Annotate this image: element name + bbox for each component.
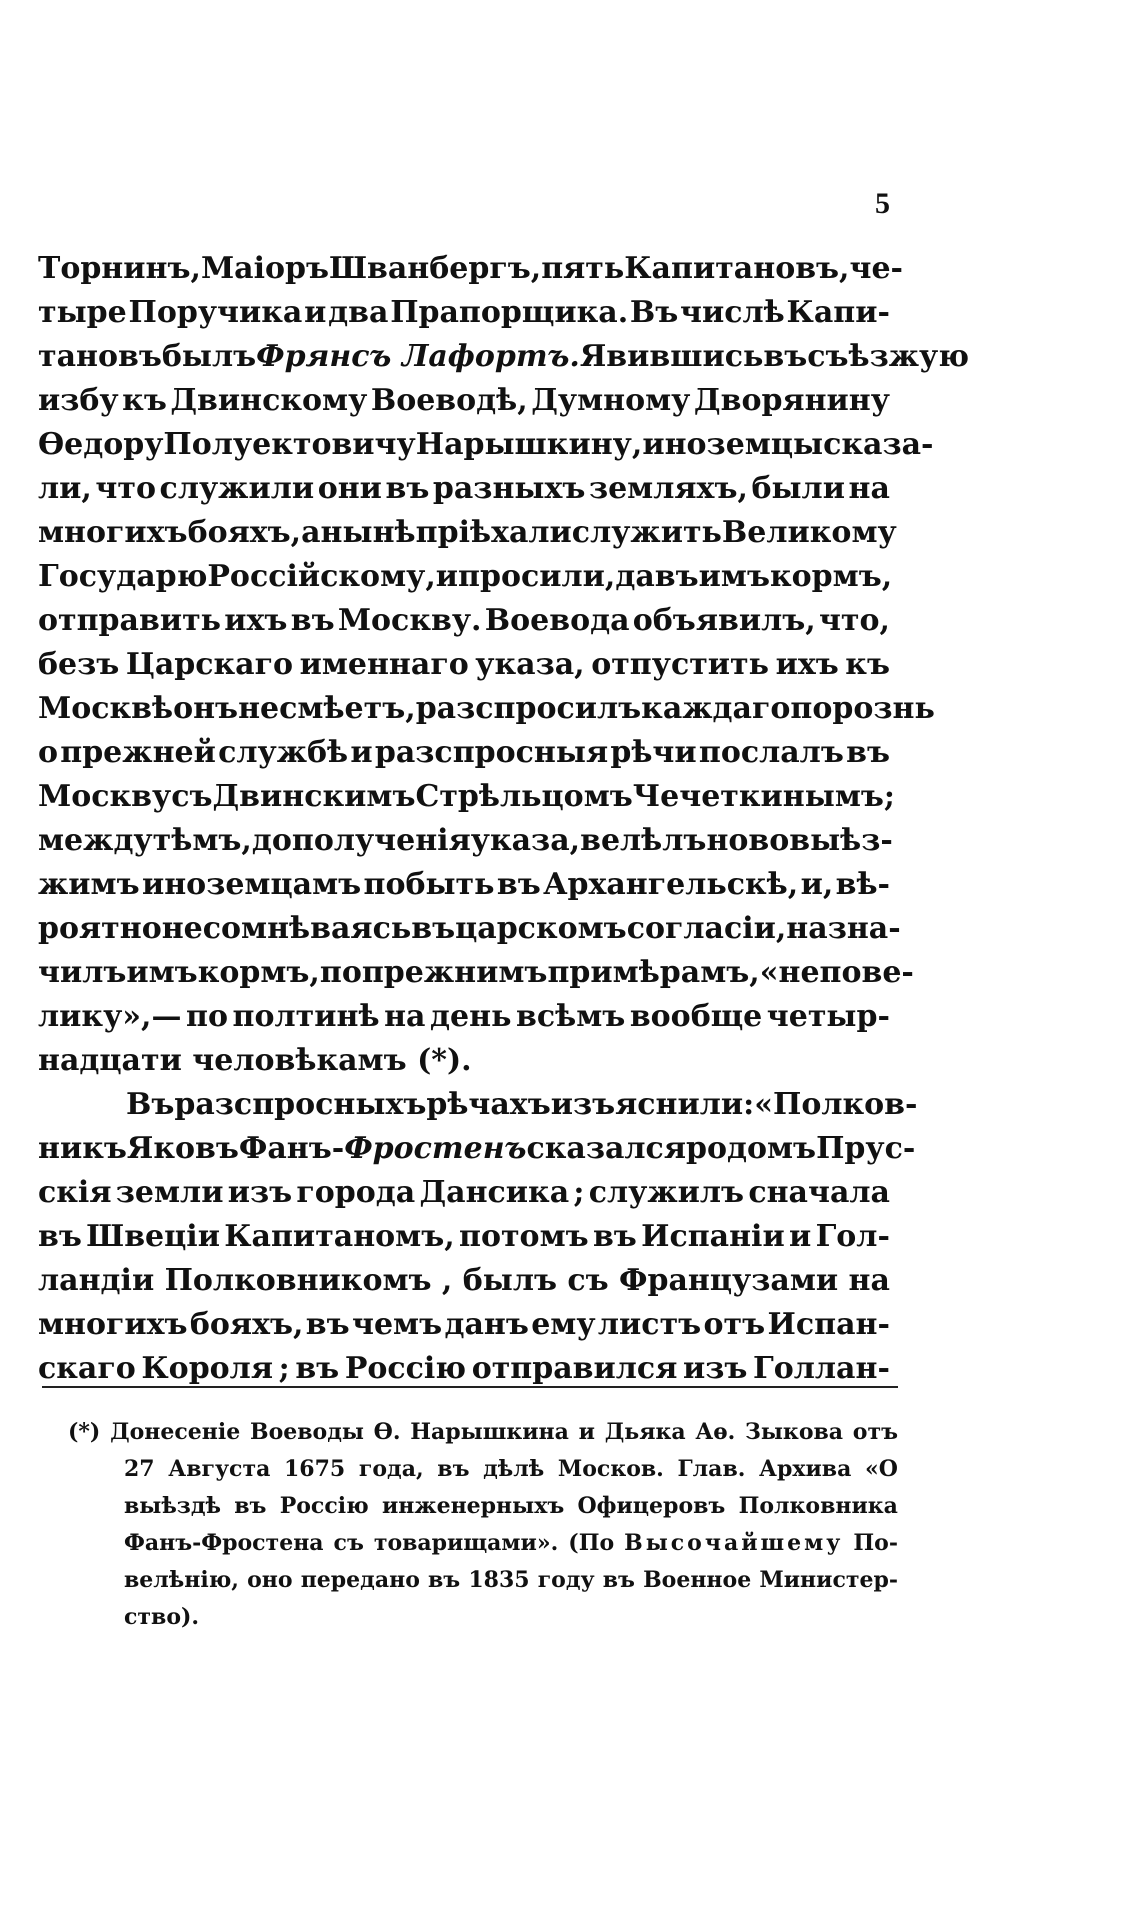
word: ландіи xyxy=(38,1263,155,1298)
word: и xyxy=(304,295,327,330)
word: въ xyxy=(385,471,430,506)
word: Донесеніе xyxy=(110,1419,241,1445)
text-line xyxy=(38,247,903,291)
word: имъ xyxy=(126,955,198,990)
word: въ xyxy=(496,867,541,902)
word: объявилъ, xyxy=(632,603,816,638)
word: служили xyxy=(159,471,315,506)
word: съ xyxy=(567,1263,609,1298)
word: давъ xyxy=(615,559,699,594)
word: Прус- xyxy=(816,1131,916,1166)
text-line xyxy=(38,1039,890,1083)
word: Голлан- xyxy=(753,1351,890,1386)
word: въ xyxy=(234,1493,267,1519)
word: до xyxy=(251,823,292,858)
word: въ xyxy=(846,735,890,770)
word: Архива xyxy=(759,1456,852,1482)
text-line xyxy=(38,731,890,775)
footnote-line xyxy=(68,1599,898,1636)
word: въ xyxy=(38,1219,82,1254)
word: Испаніи xyxy=(641,1219,785,1254)
word: службѣ xyxy=(218,735,349,770)
word: два xyxy=(328,295,389,330)
word: жимъ xyxy=(38,867,140,902)
word: указа, xyxy=(470,823,581,858)
word: чемъ xyxy=(351,1307,443,1342)
word: потомъ xyxy=(459,1219,589,1254)
word: Ѳедору xyxy=(38,427,164,462)
word: безъ xyxy=(38,647,120,682)
word: рѣчи xyxy=(610,735,697,770)
word: 1835 xyxy=(468,1567,530,1593)
word: отъ xyxy=(703,1307,766,1342)
word: Россійскому, xyxy=(207,559,436,594)
word: Воеводы xyxy=(249,1419,364,1445)
word: каждаго xyxy=(641,691,791,726)
word: Москву. xyxy=(337,603,482,638)
word: Испан- xyxy=(767,1307,890,1342)
word: иноземцы xyxy=(642,427,824,462)
footnote-line xyxy=(68,1451,898,1488)
word: въ xyxy=(305,1307,350,1342)
text-line xyxy=(38,951,914,995)
word: Дворянину xyxy=(693,383,890,418)
word: ; xyxy=(883,779,895,814)
word: на xyxy=(848,471,890,506)
word: полученія xyxy=(291,823,471,858)
word: «О xyxy=(864,1456,898,1482)
word: «Полков- xyxy=(754,1087,918,1122)
word: вѣ- xyxy=(835,867,890,902)
word: отправить xyxy=(38,603,222,638)
word: послалъ xyxy=(698,735,844,770)
word: что xyxy=(95,471,156,506)
word: Короля xyxy=(141,1351,273,1386)
word: нововыѣз- xyxy=(706,823,893,858)
word: велѣлъ xyxy=(580,823,707,858)
text-line xyxy=(38,863,890,907)
word: Двинскому xyxy=(170,383,368,418)
word: полтинѣ xyxy=(232,999,380,1034)
text-line xyxy=(38,1347,890,1391)
word: чилъ xyxy=(38,955,127,990)
word: Россію xyxy=(344,1351,467,1386)
word: Военное xyxy=(643,1567,752,1593)
word: Швеціи xyxy=(86,1219,220,1254)
text-line xyxy=(38,907,901,951)
word: Полковникомъ xyxy=(164,1263,432,1298)
word: ; xyxy=(278,1351,290,1386)
word: Фанъ-Фростена xyxy=(124,1530,324,1556)
word: , xyxy=(441,1263,453,1298)
word: Государю xyxy=(38,559,208,594)
text-line xyxy=(38,819,893,863)
word: въ xyxy=(411,911,456,946)
word: сначала xyxy=(748,1175,890,1210)
word: Дьяка xyxy=(604,1419,686,1445)
word: Шванбергъ, xyxy=(328,251,542,286)
word: бояхъ, xyxy=(187,515,302,550)
word: роятно xyxy=(38,911,162,946)
word: 1675 xyxy=(284,1456,346,1482)
word: Маіоръ xyxy=(200,251,329,286)
word: : xyxy=(743,1087,755,1122)
word: рѣчахъ xyxy=(426,1087,551,1122)
word: Воеводѣ, xyxy=(370,383,528,418)
word: о xyxy=(38,735,59,770)
word: года, xyxy=(358,1456,424,1482)
word: велѣнію, xyxy=(124,1567,239,1593)
word: на xyxy=(384,999,426,1034)
word: кормъ, xyxy=(769,559,893,594)
italic-word: Фростенъ xyxy=(344,1131,527,1166)
word: къ xyxy=(122,383,167,418)
word: Нарышкина xyxy=(410,1419,569,1445)
word: города xyxy=(296,1175,416,1210)
word: былъ xyxy=(161,339,257,374)
word: родомъ xyxy=(686,1131,817,1166)
text-line xyxy=(38,423,934,467)
word: многихъ xyxy=(38,1307,188,1342)
word: Москву xyxy=(38,779,172,814)
word: Двинскимъ xyxy=(212,779,416,814)
word: Стрѣльцомъ xyxy=(415,779,633,814)
word: всѣмъ xyxy=(516,999,626,1034)
text-line xyxy=(38,687,935,731)
word: день xyxy=(430,999,512,1034)
word: Высочайшему xyxy=(624,1530,844,1556)
text-line xyxy=(38,511,897,555)
word: Царскаго xyxy=(125,647,293,682)
word: прежней xyxy=(60,735,216,770)
word: съ xyxy=(171,779,213,814)
text-line xyxy=(38,1303,890,1347)
word: и xyxy=(350,735,373,770)
text-line xyxy=(38,599,890,643)
word: Фанъ- xyxy=(238,1131,345,1166)
word: ство). xyxy=(124,1604,200,1630)
word: бояхъ, xyxy=(189,1307,304,1342)
word: Полковника xyxy=(738,1493,898,1519)
word: передано xyxy=(300,1567,420,1593)
body-text xyxy=(38,247,969,1391)
word: пріѣхали xyxy=(415,515,572,550)
word: данъ xyxy=(444,1307,529,1342)
word: отпустить xyxy=(591,647,770,682)
word: человѣкамъ xyxy=(192,1043,407,1078)
word: въ xyxy=(592,1219,637,1254)
word: Августа xyxy=(168,1456,271,1482)
word: Гол- xyxy=(815,1219,890,1254)
word: разныхъ xyxy=(432,471,586,506)
word: Въ xyxy=(629,295,679,330)
word: порознь xyxy=(790,691,935,726)
text-line xyxy=(38,379,890,423)
word: изъяснили xyxy=(550,1087,744,1122)
text-line xyxy=(38,291,890,335)
word: Москов. xyxy=(557,1456,664,1482)
word: Архангельскѣ, xyxy=(543,867,799,902)
word: Капитаномъ, xyxy=(224,1219,455,1254)
word: четыр- xyxy=(766,999,890,1034)
word: отъ xyxy=(852,1419,898,1445)
word: избу xyxy=(38,383,119,418)
word: и xyxy=(578,1419,595,1445)
italic-name xyxy=(239,1127,527,1171)
word: изъ xyxy=(227,1175,293,1210)
italic-name: Фрянсъ Лафортъ. xyxy=(256,339,580,374)
page-number: 5 xyxy=(875,187,890,220)
word: въ xyxy=(763,339,808,374)
text-line xyxy=(38,775,895,819)
word: Яковъ xyxy=(126,1131,239,1166)
word: разспросилъ xyxy=(415,691,642,726)
word: «непове- xyxy=(759,955,914,990)
word: въ xyxy=(437,1456,470,1482)
word: товарищами». xyxy=(373,1530,559,1556)
word: они xyxy=(317,471,382,506)
text-line xyxy=(38,1171,890,1215)
word: съѣзжую xyxy=(807,339,969,374)
word: Россію xyxy=(279,1493,369,1519)
text-line xyxy=(38,555,893,599)
word: надцати xyxy=(38,1043,182,1078)
word: нынѣ xyxy=(320,515,416,550)
word: Министер- xyxy=(759,1567,898,1593)
word: Капитановъ, xyxy=(624,251,850,286)
word: ему xyxy=(531,1307,596,1342)
word: просили, xyxy=(458,559,616,594)
word: и, xyxy=(800,867,834,902)
word: вообще xyxy=(629,999,763,1034)
word: и xyxy=(435,559,459,594)
word: оно xyxy=(247,1567,293,1593)
word: Поручика xyxy=(128,295,303,330)
word: были xyxy=(751,471,845,506)
word: кормъ, xyxy=(197,955,320,990)
word: отправился xyxy=(471,1351,678,1386)
word: пять xyxy=(541,251,625,286)
word: Воевода xyxy=(484,603,630,638)
word: инженерныхъ xyxy=(381,1493,565,1519)
word: Капи- xyxy=(786,295,890,330)
word: ихъ xyxy=(775,647,839,682)
word: смѣетъ, xyxy=(279,691,416,726)
word: ихъ xyxy=(224,603,288,638)
word: примѣрамъ, xyxy=(547,955,760,990)
footnote-line xyxy=(68,1414,898,1451)
word: тыре xyxy=(38,295,127,330)
word: Явившись xyxy=(579,339,764,374)
word: въ xyxy=(602,1567,635,1593)
word: въ xyxy=(290,603,335,638)
word: Думному xyxy=(531,383,691,418)
word: Зыкова xyxy=(745,1419,844,1445)
word: Французами xyxy=(619,1263,839,1298)
word: Полуектовичу xyxy=(163,427,416,462)
word: дѣлѣ xyxy=(483,1456,545,1482)
word: по xyxy=(319,955,362,990)
word: именнаго xyxy=(299,647,469,682)
word: назна- xyxy=(786,911,901,946)
word: къ xyxy=(845,647,890,682)
word: ; xyxy=(573,1175,585,1210)
word: (По xyxy=(568,1530,615,1556)
footnote-divider xyxy=(42,1386,898,1388)
word: имъ xyxy=(698,559,770,594)
word: выѣздѣ xyxy=(124,1493,221,1519)
word: Прапорщика. xyxy=(390,295,629,330)
word: царскомъ xyxy=(455,911,627,946)
word: на xyxy=(848,1263,890,1298)
text-line xyxy=(38,467,890,511)
footnote-line xyxy=(68,1525,898,1562)
word: числѣ xyxy=(680,295,785,330)
word: Нарышкину, xyxy=(415,427,643,462)
word: Чечеткинымъ xyxy=(632,779,884,814)
word: земли xyxy=(115,1175,224,1210)
word: служить xyxy=(571,515,722,550)
word: Аѳ. xyxy=(695,1419,736,1445)
word: сказался xyxy=(526,1131,686,1166)
word: году xyxy=(537,1567,595,1593)
word: разспросныхъ xyxy=(174,1087,427,1122)
text-line xyxy=(38,1215,890,1259)
word: тѣмъ, xyxy=(152,823,252,858)
word: лику»,— xyxy=(38,999,182,1034)
word: не xyxy=(161,911,203,946)
word: Великому xyxy=(721,515,897,550)
word: согласіи, xyxy=(626,911,787,946)
word: скія xyxy=(38,1175,112,1210)
word: не xyxy=(238,691,280,726)
footnote-marker: (*) xyxy=(68,1419,101,1445)
word: съ xyxy=(333,1530,364,1556)
word: листъ xyxy=(597,1307,702,1342)
text-line xyxy=(38,335,969,379)
footnote-line xyxy=(68,1562,898,1599)
word: указа, xyxy=(475,647,585,682)
footnote xyxy=(68,1414,898,1636)
word: разспросныя xyxy=(374,735,609,770)
word: прежнимъ xyxy=(361,955,548,990)
word: Москвѣ xyxy=(38,691,174,726)
text-line xyxy=(38,995,890,1039)
word: Офицеровъ xyxy=(577,1493,726,1519)
word: иноземцамъ xyxy=(141,867,362,902)
text-line xyxy=(38,1083,918,1127)
word: былъ xyxy=(462,1263,557,1298)
word: Дансика xyxy=(419,1175,570,1210)
word: побыть xyxy=(363,867,495,902)
word: тановъ xyxy=(38,339,162,374)
word: сказа- xyxy=(823,427,934,462)
word: Торнинъ, xyxy=(38,251,201,286)
text-line xyxy=(38,643,890,687)
word: въ xyxy=(428,1567,461,1593)
word: онъ xyxy=(173,691,239,726)
word: между xyxy=(38,823,153,858)
word: изъ xyxy=(682,1351,748,1386)
word: Глав. xyxy=(677,1456,746,1482)
word: земляхъ, xyxy=(588,471,748,506)
footnote-line xyxy=(68,1488,898,1525)
word: никъ xyxy=(38,1131,127,1166)
word: по xyxy=(186,999,228,1034)
footnote-ref: (*). xyxy=(417,1043,472,1078)
word: По- xyxy=(853,1530,898,1556)
word: ли, xyxy=(38,471,92,506)
text-line xyxy=(38,1259,890,1303)
text-line xyxy=(38,1127,916,1171)
word: скаго xyxy=(38,1351,136,1386)
word: служилъ xyxy=(588,1175,745,1210)
word: а xyxy=(301,515,321,550)
word: 27 xyxy=(124,1456,155,1482)
word: Ѳ. xyxy=(373,1419,401,1445)
word: че- xyxy=(849,251,903,286)
word: что, xyxy=(818,603,890,638)
word: сомнѣваясь xyxy=(202,911,412,946)
word: въ xyxy=(295,1351,340,1386)
word: Въ xyxy=(126,1087,175,1122)
word: и xyxy=(789,1219,812,1254)
word: многихъ xyxy=(38,515,188,550)
